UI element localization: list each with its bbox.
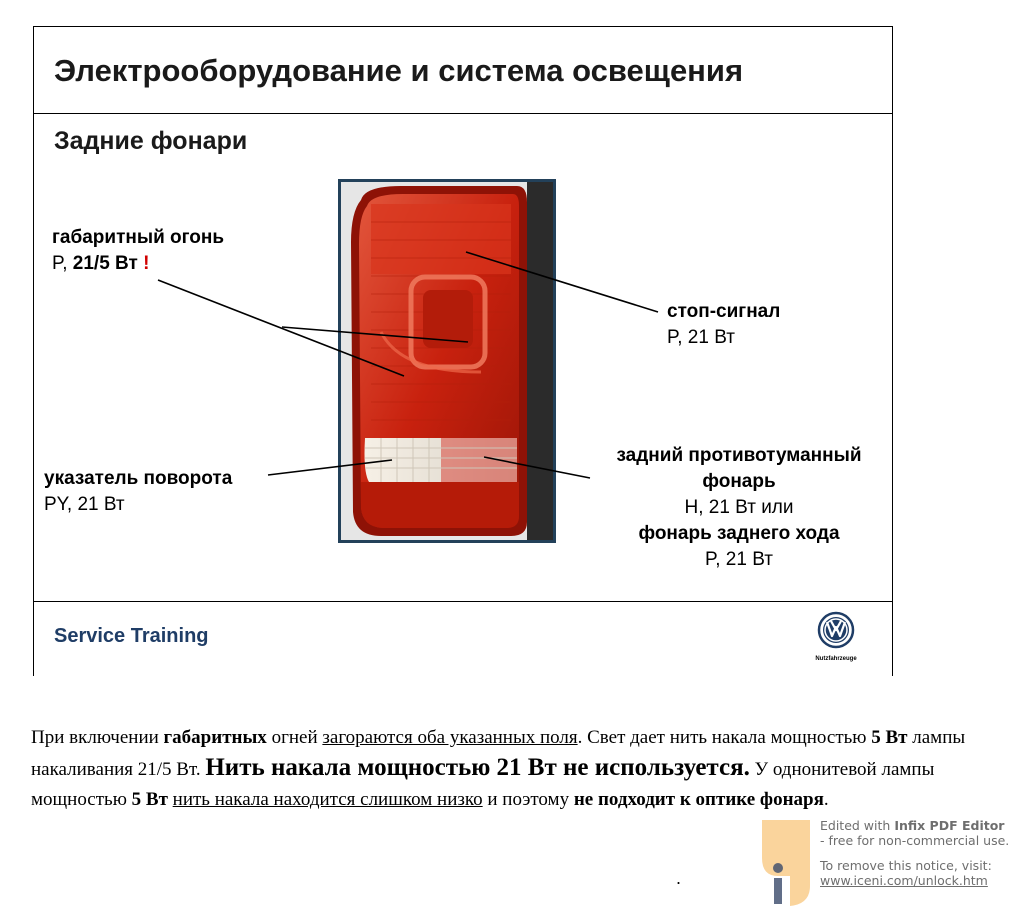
infix-logo-icon bbox=[754, 816, 816, 910]
stray-dot: . bbox=[676, 868, 682, 888]
footer-divider bbox=[34, 601, 892, 602]
vw-logo bbox=[808, 611, 864, 662]
service-training-label: Service Training bbox=[54, 625, 209, 647]
section-title: Задние фонари bbox=[54, 127, 248, 155]
slide-title: Электрооборудование и система освещения bbox=[54, 53, 744, 88]
callout-line-turn bbox=[268, 460, 392, 475]
watermark-text: Edited with Infix PDF Editor - free for non-commercial use. To remove this notice, visit: www.iceni.com/unlock.htm bbox=[820, 818, 1009, 888]
label-turn-signal: указатель поворота PY, 21 Вт bbox=[44, 468, 233, 515]
label-brake-light: стоп-сигнал P, 21 Вт bbox=[667, 301, 781, 348]
explanation-paragraph: При включении габаритных огней загораются оба указанных поля. Свет дает нить накала мощностью 5 Вт лампы накаливания 21/5 Вт. Нить накала мощностью 21 Вт не используется. У однонитевой лампы мощностью 5 Вт нить накала находится слишком низко и поэтому не подходит к оптике фонаря. bbox=[31, 727, 966, 810]
editor-watermark bbox=[752, 816, 1009, 910]
vw-logo-caption: Nutzfahrzeuge bbox=[815, 656, 857, 662]
label-parking-light: габаритный огонь P, 21/5 Вт ! bbox=[52, 227, 225, 274]
vw-logo-icon bbox=[808, 611, 864, 649]
label-fog-reverse: задний противотуманный фонарь H, 21 Вт или фонарь заднего хода P, 21 Вт bbox=[616, 445, 862, 570]
unlock-link[interactable]: www.iceni.com/unlock.htm bbox=[820, 873, 988, 888]
callout-line-fog bbox=[484, 457, 590, 478]
callout-line-brake bbox=[466, 252, 658, 312]
slide bbox=[33, 26, 893, 676]
callout-line-parking-lower bbox=[158, 280, 404, 376]
